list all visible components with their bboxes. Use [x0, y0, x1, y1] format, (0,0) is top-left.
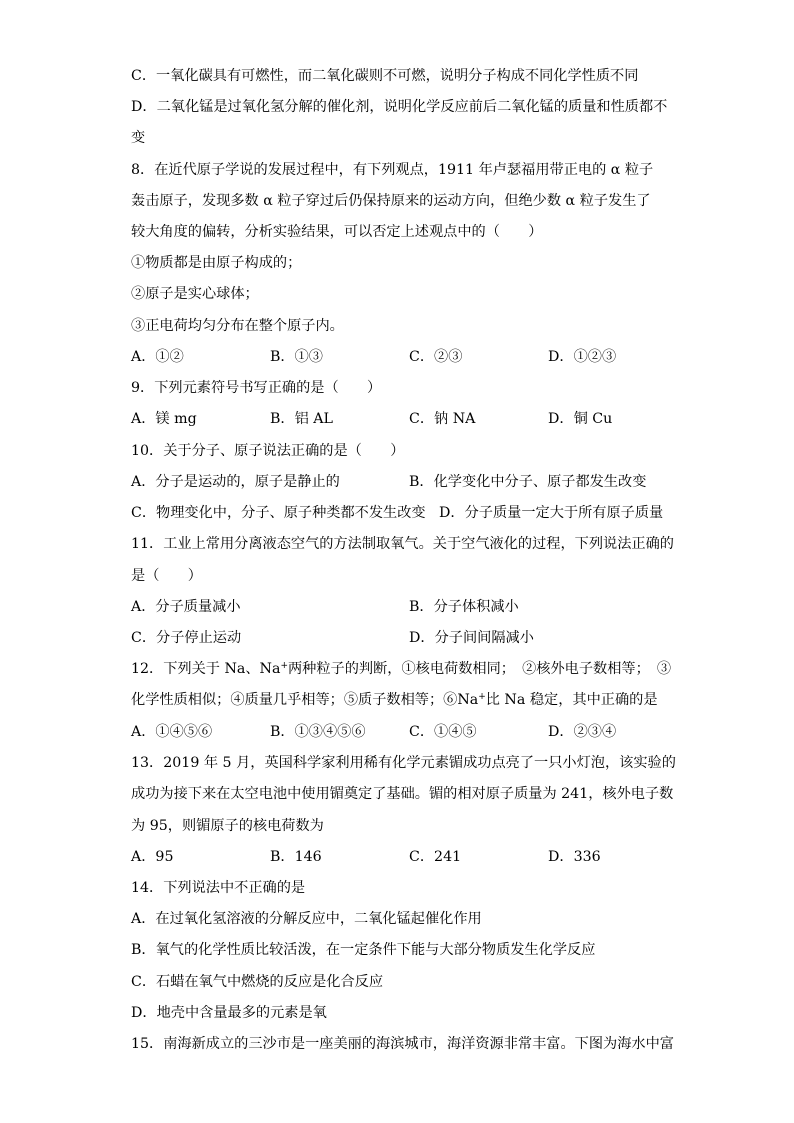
q8-stem-cont: 轰击原子，发现多数 α 粒子穿过后仍保持原来的运动方向，但绝少数 α 粒子发生了: [131, 193, 651, 209]
q13-stem-cont: 成功为接下来在太空电池中使用镅奠定了基础。镅的相对原子质量为 241，核外电子数: [131, 786, 674, 802]
q12-stem-part: 比 Na 稳定，其中正确的是: [485, 692, 658, 708]
q8-statement-2: ②原子是实心球体；: [131, 286, 259, 302]
ion-charge-sup: +: [478, 692, 486, 702]
q13-stem: 13．2019 年 5 月，英国科学家利用稀有化学元素镅成功点亮了一只小灯泡，该实验的: [131, 755, 676, 771]
q12-stem-part: 两种粒子的判断，①核电荷数相同； ②核外电子数相等； ③: [287, 661, 672, 677]
q8-stem: 8．在近代原子学说的发展过程中，有下列观点，1911 年卢瑟福用带正电的 α 粒子: [131, 162, 654, 178]
q11-stem: 11．工业上常用分离液态空气的方法制取氧气。关于空气液化的过程，下列说法正确的: [131, 536, 674, 552]
q12-stem-cont: [131, 690, 658, 710]
q13-option-c[interactable]: C．241: [409, 849, 462, 865]
q9-option-c[interactable]: C．钠 NA: [409, 411, 476, 427]
q10-option-b[interactable]: B．化学变化中分子、原子都发生改变: [409, 474, 647, 490]
q11-option-c[interactable]: C．分子停止运动: [131, 630, 242, 646]
q7-option-c: C．一氧化碳具有可燃性，而二氧化碳则不可燃，说明分子构成不同化学性质不同: [131, 68, 639, 84]
q12-stem-part: 12．下列关于 Na、Na: [131, 661, 281, 677]
q9-option-d[interactable]: D．铜 Cu: [548, 411, 613, 427]
q10-option-d[interactable]: D．分子质量一定大于所有原子质量: [439, 505, 664, 521]
q12-option-b[interactable]: B．①③④⑤⑥: [270, 724, 366, 740]
q8-option-b[interactable]: B．①③: [270, 349, 323, 365]
q10-option-a[interactable]: A．分子是运动的，原子是静止的: [131, 474, 340, 490]
q11-stem-cont: 是（ ）: [131, 568, 202, 584]
q8-stem-cont: 较大角度的偏转，分析实验结果，可以否定上述观点中的（ ）: [131, 224, 543, 240]
q11-option-a[interactable]: A．分子质量减小: [131, 599, 241, 615]
q7-option-d: D．二氧化锰是过氧化氢分解的催化剂，说明化学反应前后二氧化锰的质量和性质都不: [131, 99, 668, 115]
ion-charge-sup: +: [280, 661, 288, 671]
q12-stem-part: 化学性质相似；④质量几乎相等；⑤质子数相等；⑥Na: [131, 692, 479, 708]
q8-statement-1: ①物质都是由原子构成的；: [131, 255, 302, 271]
q13-option-a[interactable]: A．95: [131, 849, 174, 865]
q8-option-c[interactable]: C．②③: [409, 349, 463, 365]
q14-option-d[interactable]: D．地壳中含量最多的元素是氧: [131, 1005, 327, 1021]
q14-option-b[interactable]: B．氧气的化学性质比较活泼，在一定条件下能与大部分物质发生化学反应: [131, 942, 596, 958]
q10-option-c[interactable]: C．物理变化中，分子、原子种类都不发生改变: [131, 505, 426, 521]
q15-stem: 15．南海新成立的三沙市是一座美丽的海滨城市，海洋资源非常丰富。下图为海水中富: [131, 1036, 674, 1052]
q11-option-b[interactable]: B．分子体积减小: [409, 599, 519, 615]
q7-option-d-cont: 变: [131, 130, 146, 146]
q13-option-b[interactable]: B．146: [270, 849, 322, 865]
q12-option-d[interactable]: D．②③④: [548, 724, 617, 740]
q13-option-d[interactable]: D．336: [548, 849, 601, 865]
q10-stem: 10．关于分子、原子说法正确的是（ ）: [131, 443, 405, 459]
q12-option-a[interactable]: A．①④⑤⑥: [131, 724, 213, 740]
q9-option-a[interactable]: A．镁 mg: [131, 411, 197, 427]
q13-stem-cont: 为 95，则镅原子的核电荷数为: [131, 818, 324, 834]
q14-option-a[interactable]: A．在过氧化氢溶液的分解反应中，二氧化锰起催化作用: [131, 911, 482, 927]
q12-stem: [131, 659, 671, 679]
q14-option-c[interactable]: C．石蜡在氧气中燃烧的反应是化合反应: [131, 974, 384, 990]
q12-option-c[interactable]: C．①④⑤: [409, 724, 477, 740]
q8-statement-3: ③正电荷均匀分布在整个原子内。: [131, 318, 344, 334]
q9-stem: 9．下列元素符号书写正确的是（ ）: [131, 380, 382, 396]
q8-option-d[interactable]: D．①②③: [548, 349, 617, 365]
q8-option-a[interactable]: A．①②: [131, 349, 184, 365]
q9-option-b[interactable]: B．铝 AL: [270, 411, 333, 427]
q11-option-d[interactable]: D．分子间间隔减小: [409, 630, 534, 646]
q14-stem: 14．下列说法中不正确的是: [131, 880, 306, 896]
